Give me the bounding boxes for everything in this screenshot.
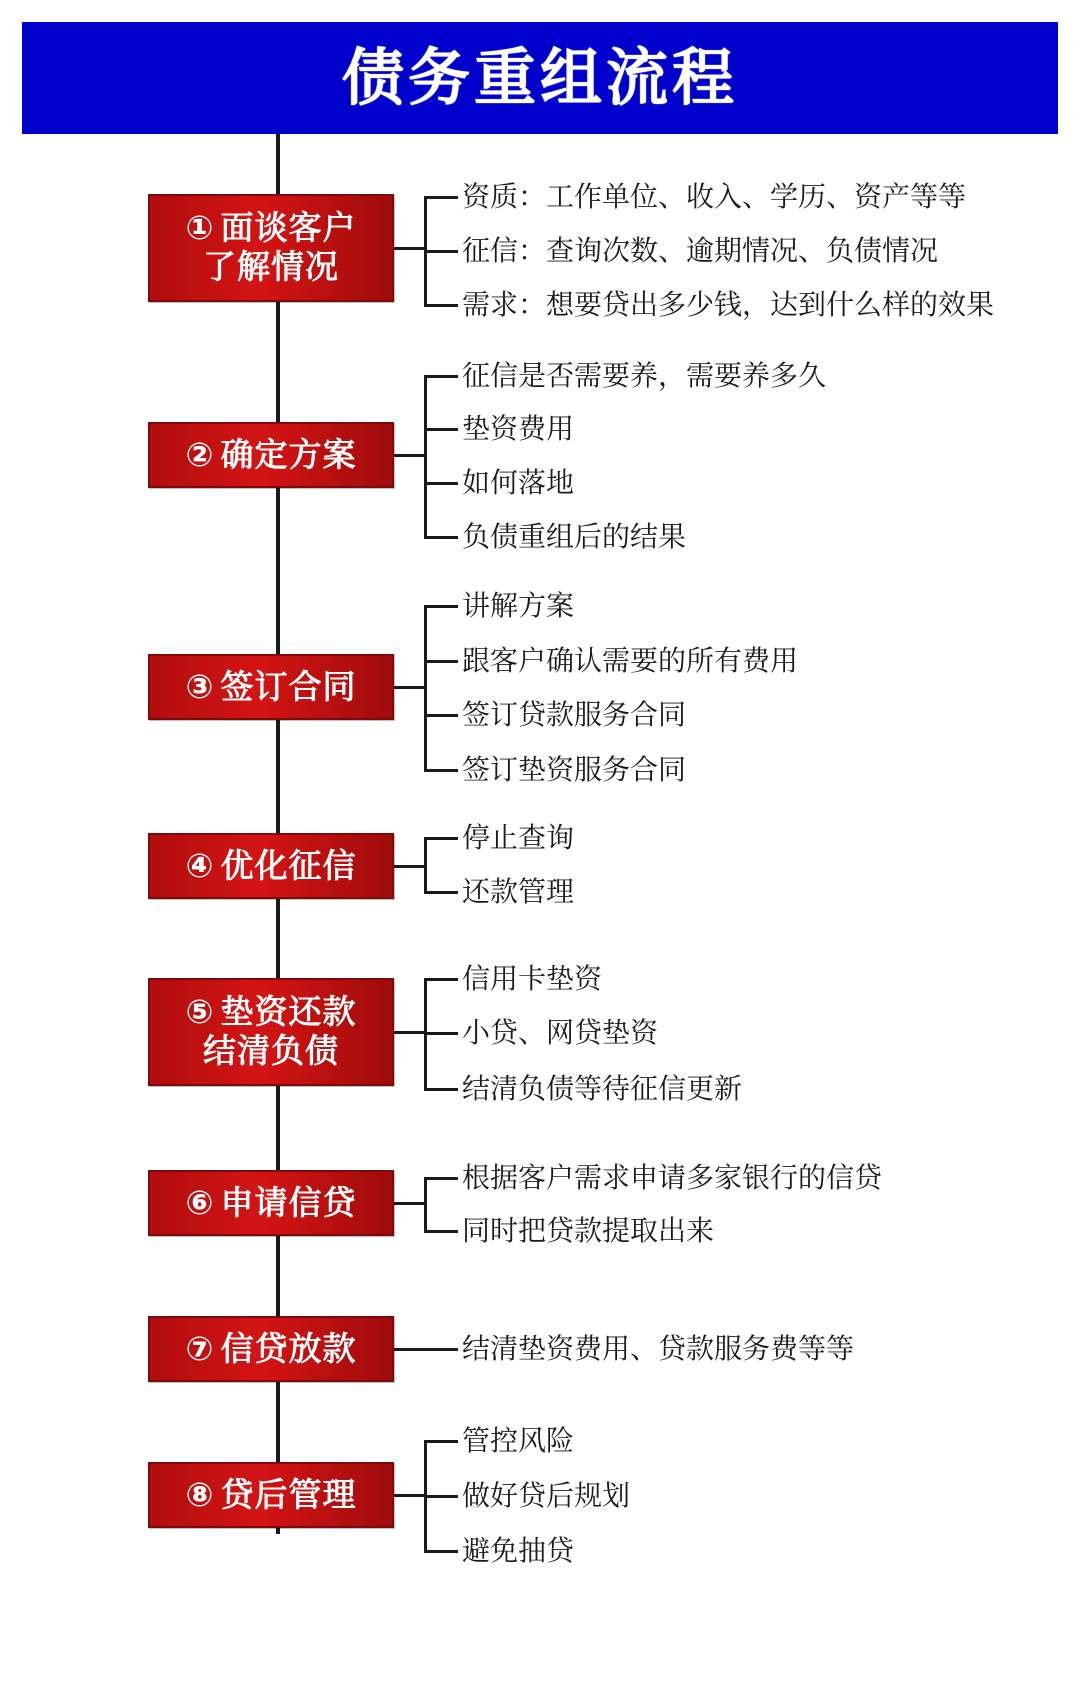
step-box-3[interactable] xyxy=(148,654,394,720)
step-box-2[interactable] xyxy=(148,422,394,488)
connector-arm xyxy=(424,1177,458,1180)
connector-arm xyxy=(424,428,458,431)
connector-arm xyxy=(424,375,458,378)
connector-arm xyxy=(424,837,458,840)
connector-arm xyxy=(424,605,458,608)
connector-arm xyxy=(424,1230,458,1233)
connector-arm xyxy=(424,660,458,663)
connector-arm xyxy=(424,891,458,894)
detail-item: 结清垫资费用、贷款服务费等等 xyxy=(462,1332,855,1365)
step-box-content xyxy=(186,1476,357,1515)
connector-arm xyxy=(424,1440,458,1443)
connector-arm xyxy=(424,536,458,539)
detail-item: 同时把贷款提取出来 xyxy=(462,1214,715,1247)
step-number: ⑦ xyxy=(185,1328,215,1368)
connector-stub xyxy=(394,1031,424,1034)
connector-arm xyxy=(424,769,458,772)
step-label-line2: 结清负债 xyxy=(202,1031,339,1070)
connector-bracket xyxy=(424,606,427,770)
detail-item: 跟客户确认需要的所有费用 xyxy=(462,644,799,677)
step-label: 垫资还款 xyxy=(220,992,357,1032)
detail-item: 讲解方案 xyxy=(462,589,575,622)
detail-item: 签订垫资服务合同 xyxy=(462,753,687,786)
step-box-7[interactable] xyxy=(148,1316,394,1382)
detail-item: 做好贷后规划 xyxy=(462,1479,631,1512)
step-box-content xyxy=(186,993,357,1071)
step-box-1[interactable] xyxy=(148,194,394,302)
connector-bracket xyxy=(424,376,427,537)
connector-bracket xyxy=(424,838,427,892)
connector-stub xyxy=(394,865,424,868)
step-label: 面谈客户 xyxy=(220,208,357,248)
step-number: ⑥ xyxy=(185,1182,215,1222)
step-box-8[interactable] xyxy=(148,1462,394,1528)
detail-item: 垫资费用 xyxy=(462,412,575,445)
detail-item: 负债重组后的结果 xyxy=(462,520,687,553)
connector-stub xyxy=(394,247,424,250)
step-number: ② xyxy=(185,434,215,474)
connector-arm xyxy=(424,1348,458,1351)
connector-arm xyxy=(424,714,458,717)
connector-arm xyxy=(424,304,458,307)
step-box-4[interactable] xyxy=(148,833,394,899)
step-box-content xyxy=(186,209,357,287)
detail-item: 信用卡垫资 xyxy=(462,962,603,995)
step-box-content xyxy=(186,436,357,475)
step-box-content xyxy=(186,1330,357,1369)
detail-item: 避免抽贷 xyxy=(462,1534,575,1567)
detail-item: 如何落地 xyxy=(462,466,575,499)
connector-arm xyxy=(424,482,458,485)
step-number: ⑧ xyxy=(185,1474,215,1514)
page-title: 债务重组流程 xyxy=(341,41,738,114)
connector-arm xyxy=(424,196,458,199)
step-label: 优化征信 xyxy=(220,845,357,885)
detail-item: 管控风险 xyxy=(462,1424,575,1457)
detail-item: 签订贷款服务合同 xyxy=(462,698,687,731)
detail-item: 还款管理 xyxy=(462,875,575,908)
detail-item: 征信是否需要养，需要养多久 xyxy=(462,359,827,392)
step-label: 贷后管理 xyxy=(220,1474,357,1514)
step-number: ③ xyxy=(185,666,215,706)
connector-arm xyxy=(424,1550,458,1553)
connector-arm xyxy=(424,250,458,253)
detail-item: 根据客户需求申请多家银行的信贷 xyxy=(462,1161,883,1194)
step-number: ④ xyxy=(185,845,215,885)
step-box-content xyxy=(186,1184,357,1223)
step-label: 信贷放款 xyxy=(220,1328,357,1368)
connector-stub xyxy=(394,454,424,457)
detail-item: 小贷、网贷垫资 xyxy=(462,1016,659,1049)
connector-stub xyxy=(394,686,424,689)
step-box-content xyxy=(186,847,357,886)
step-box-content xyxy=(186,668,357,707)
step-label-line2: 了解情况 xyxy=(202,247,339,286)
diagram-title-banner xyxy=(22,22,1058,134)
connector-arm xyxy=(424,1088,458,1091)
detail-item: 结清负债等待征信更新 xyxy=(462,1072,743,1105)
connector-arm xyxy=(424,1495,458,1498)
connector-stub xyxy=(394,1348,424,1351)
step-box-6[interactable] xyxy=(148,1170,394,1236)
step-label: 申请信贷 xyxy=(220,1182,357,1222)
connector-bracket xyxy=(424,1178,427,1231)
detail-item: 资质：工作单位、收入、学历、资产等等 xyxy=(462,180,967,213)
step-label: 确定方案 xyxy=(220,434,357,474)
step-label: 签订合同 xyxy=(220,666,357,706)
connector-arm xyxy=(424,978,458,981)
connector-stub xyxy=(394,1202,424,1205)
connector-arm xyxy=(424,1032,458,1035)
step-number: ① xyxy=(185,208,215,248)
detail-item: 需求：想要贷出多少钱，达到什么样的效果 xyxy=(462,288,995,321)
connector-stub xyxy=(394,1494,424,1497)
detail-item: 停止查询 xyxy=(462,821,575,854)
step-number: ⑤ xyxy=(185,992,215,1032)
detail-item: 征信：查询次数、逾期情况、负债情况 xyxy=(462,234,939,267)
step-box-5[interactable] xyxy=(148,978,394,1086)
